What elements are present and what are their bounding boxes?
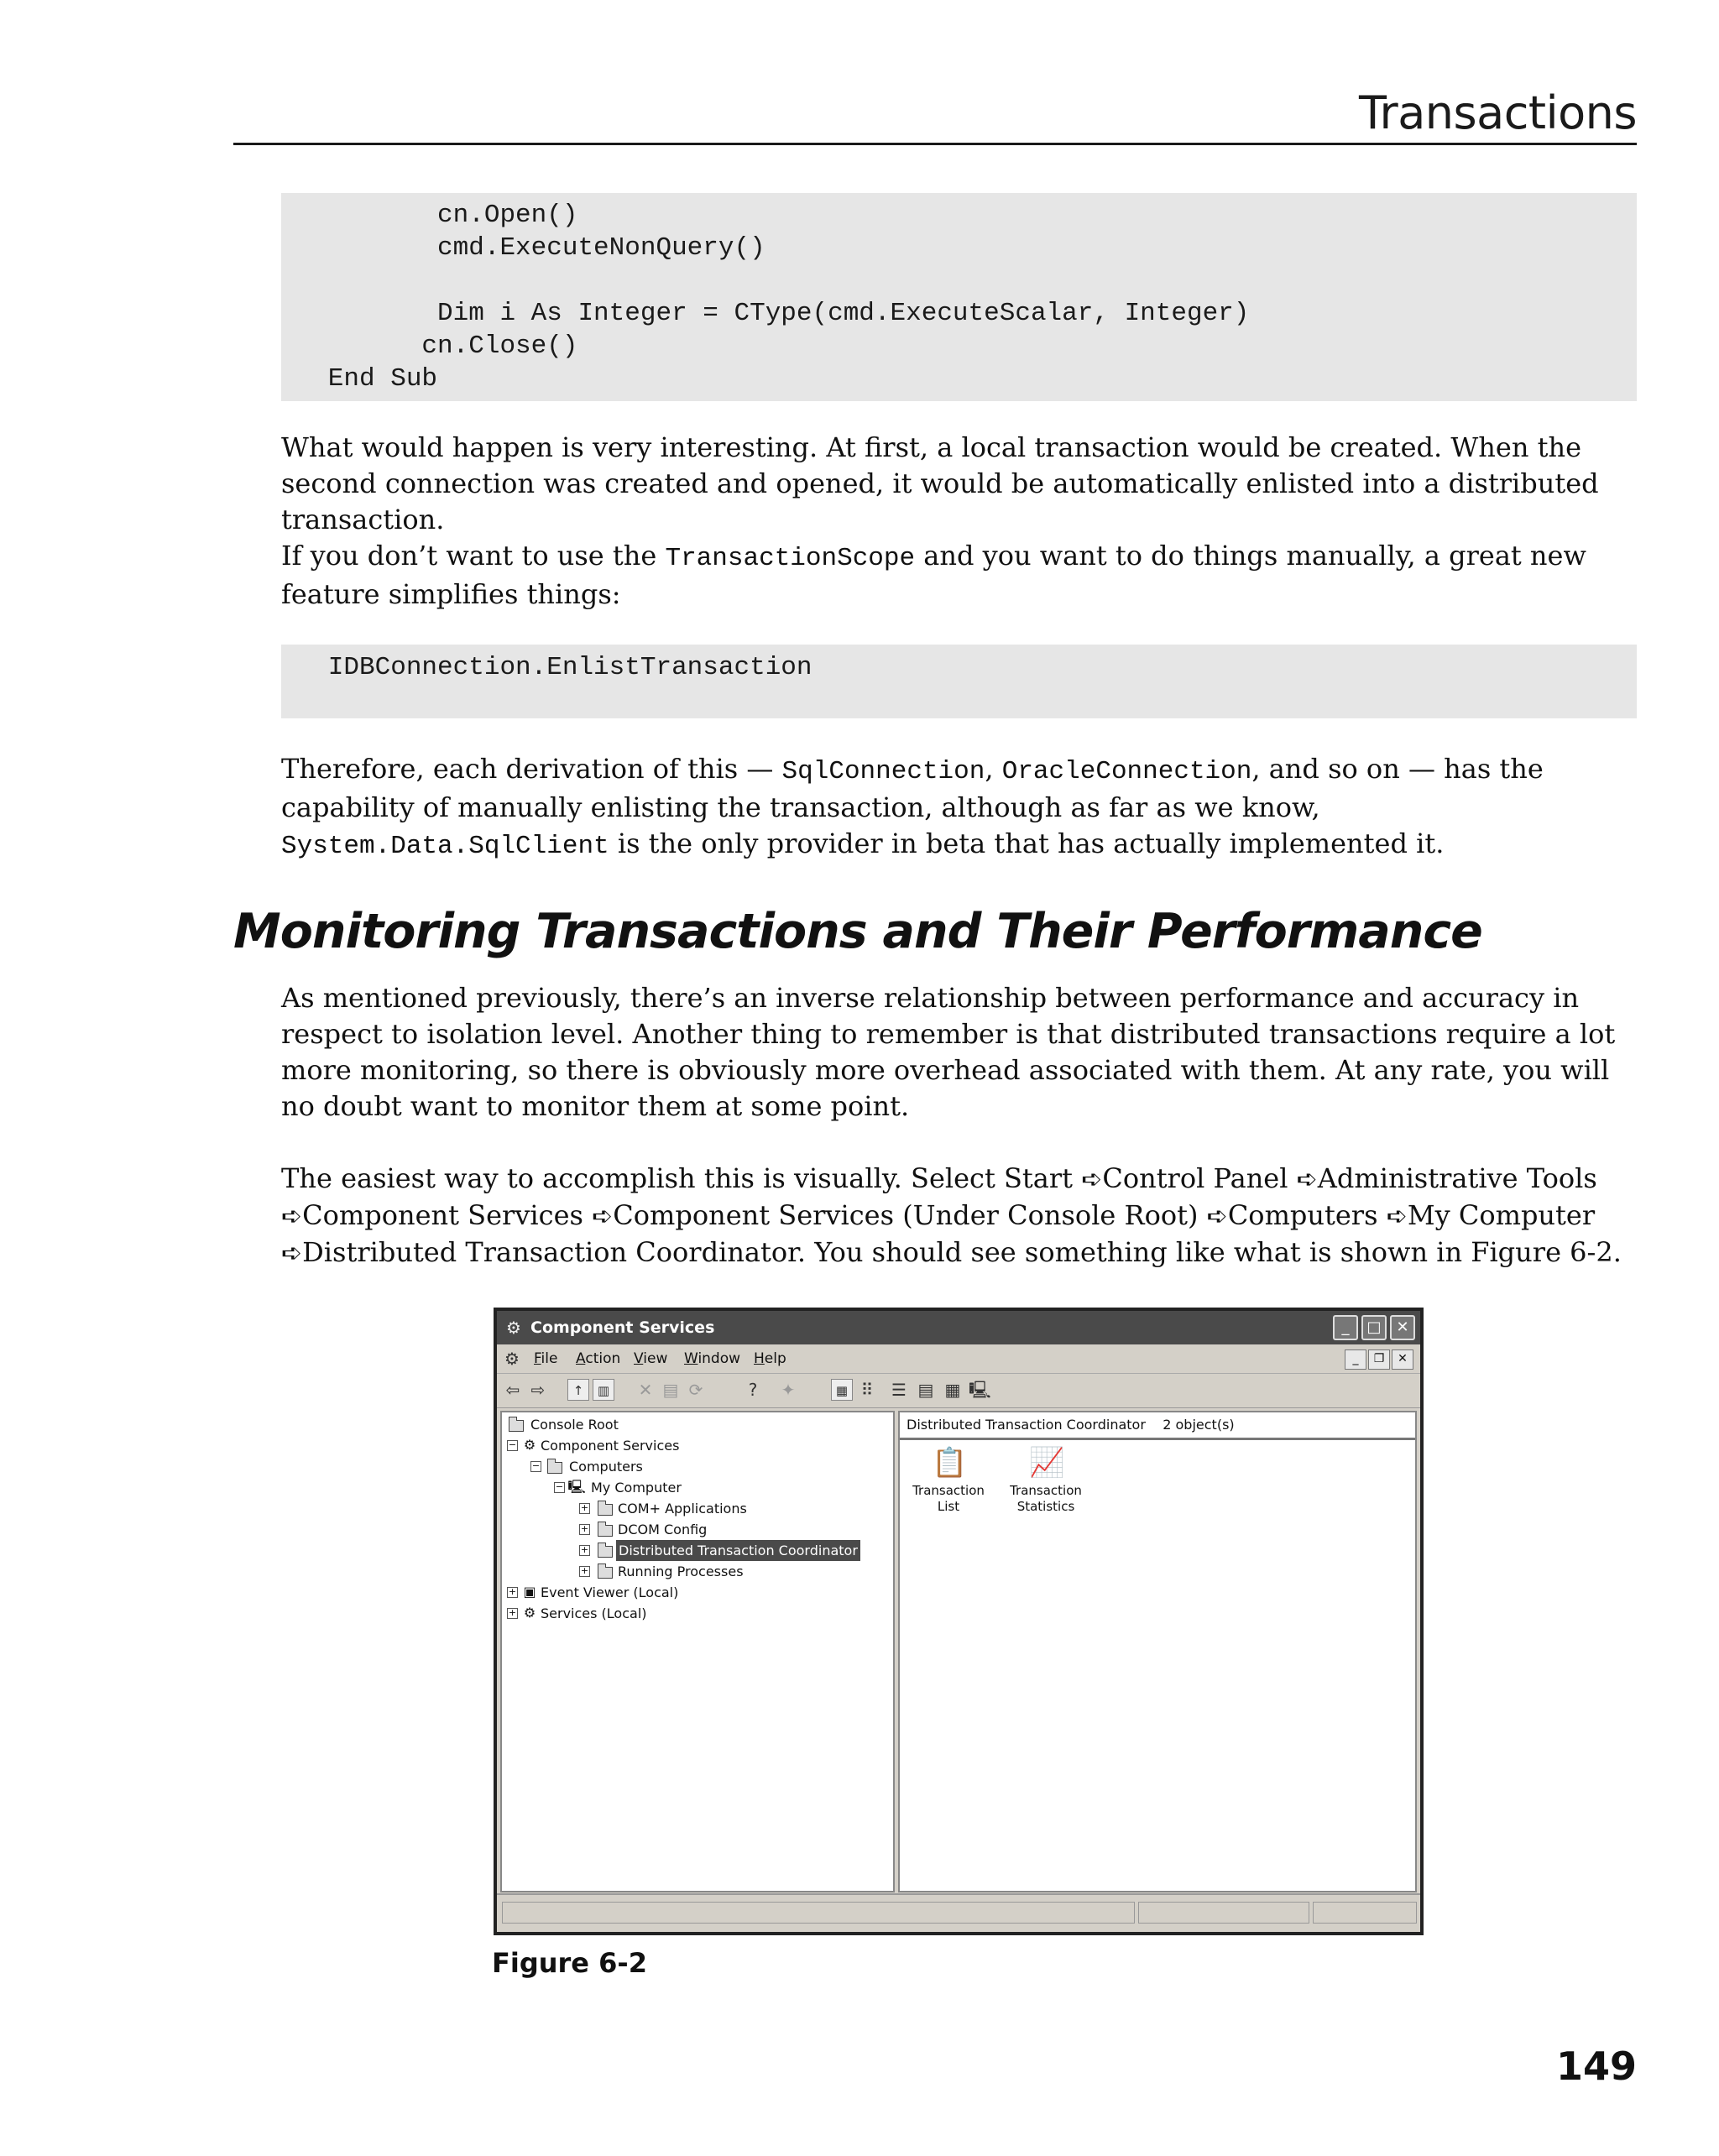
properties-icon[interactable]: ▤ <box>662 1380 679 1400</box>
minimize-button[interactable]: _ <box>1333 1315 1358 1340</box>
folder-icon <box>509 1420 524 1432</box>
tree-item-selected[interactable] <box>579 1540 881 1561</box>
event-viewer-icon: ▣ <box>523 1584 536 1600</box>
transaction-statistics-icon: 📈 <box>1029 1446 1065 1480</box>
item-label-line2: Statistics <box>1016 1499 1075 1514</box>
menu-file[interactable]: File <box>534 1350 558 1367</box>
tree-item[interactable] <box>530 1456 866 1477</box>
menu-arrow-icon: ➪ <box>281 1202 303 1231</box>
toolbar <box>497 1374 1420 1408</box>
section-heading: Monitoring Transactions and Their Performance <box>233 904 1482 959</box>
tree-item[interactable] <box>507 1435 876 1456</box>
mdi-controls <box>1345 1349 1413 1370</box>
code-line: cmd.ExecuteNonQuery() <box>281 233 765 263</box>
collapse-icon[interactable]: − <box>531 1460 541 1471</box>
mdi-close-button[interactable]: ✕ <box>1392 1349 1413 1370</box>
menu-arrow-icon: ➪ <box>1206 1202 1228 1231</box>
tree-item-label: COM+ Applications <box>618 1501 747 1517</box>
list-view-icon[interactable]: ☰ <box>891 1380 907 1400</box>
menu-path-step: Computers <box>1227 1199 1378 1231</box>
expand-icon[interactable]: + <box>580 1523 589 1534</box>
transaction-list-item[interactable] <box>907 1444 990 1515</box>
up-folder-icon[interactable]: ↑ <box>567 1379 589 1401</box>
menu-path-step: Distributed Transaction Coordinator <box>302 1236 797 1268</box>
menu-arrow-icon: ➪ <box>1296 1165 1318 1194</box>
paragraph-5-tail: . You should see something like what is shown in Figure 6-2. <box>797 1236 1622 1268</box>
tree-item[interactable] <box>554 1477 873 1498</box>
menu-path-step: My Computer <box>1407 1199 1596 1231</box>
tree-item-label: Computers <box>569 1459 643 1475</box>
expand-icon[interactable]: + <box>580 1502 589 1513</box>
inline-code: OracleConnection <box>1001 757 1252 786</box>
paragraph-3-text-a: Therefore, each derivation of this — <box>281 753 782 785</box>
menu-arrow-icon: ➪ <box>281 1239 303 1268</box>
code-line <box>281 264 1637 297</box>
collapse-icon[interactable]: − <box>555 1481 564 1492</box>
paragraph-2-text-b: and you want to do things manually, a great new feature simplifies things: <box>281 540 1586 610</box>
mdi-minimize-button[interactable]: _ <box>1345 1349 1366 1370</box>
small-icons-icon[interactable]: ⠿ <box>860 1380 874 1400</box>
computer-icon: 🖳 <box>567 1479 586 1495</box>
code-block-1 <box>281 193 1637 401</box>
menu-bar <box>497 1344 1420 1374</box>
tree-item-label: Distributed Transaction Coordinator <box>616 1540 860 1561</box>
menu-arrow-icon: ➪ <box>1386 1202 1408 1231</box>
menu-path-step: Component Services (Under Console Root) <box>613 1199 1199 1231</box>
code-line: IDBConnection.EnlistTransaction <box>281 653 812 682</box>
status-segment <box>502 1902 1135 1924</box>
tree-item-label: Services (Local) <box>541 1605 647 1621</box>
folder-icon <box>598 1504 613 1516</box>
menu-arrow-icon: ➪ <box>592 1202 614 1231</box>
component-services-window <box>494 1308 1424 1935</box>
code-line: cn.Close() <box>281 331 578 361</box>
menu-path-step: Control Panel <box>1102 1162 1288 1194</box>
tree-pane <box>500 1411 895 1892</box>
item-label-line1: Transaction <box>1010 1483 1082 1498</box>
paragraph-3 <box>281 751 1637 864</box>
maximize-button[interactable]: □ <box>1361 1315 1387 1340</box>
tree-item[interactable] <box>579 1519 881 1540</box>
status-bar <box>497 1893 1420 1932</box>
collapse-icon[interactable]: − <box>508 1439 517 1450</box>
paragraph-3-text-c: , and so on — has the capability of manually enlisting the transaction, although as far as we know, <box>281 753 1544 823</box>
back-icon[interactable]: ⇦ <box>505 1380 520 1400</box>
tree-item-label: Event Viewer (Local) <box>541 1584 679 1600</box>
code-line: cn.Open() <box>281 201 578 230</box>
tree-item-label: Running Processes <box>618 1563 744 1579</box>
details-pane <box>898 1411 1417 1892</box>
menu-view[interactable]: View <box>634 1350 668 1367</box>
folder-icon <box>547 1462 562 1474</box>
large-icons-icon[interactable]: ▦ <box>831 1379 853 1401</box>
help-icon[interactable]: ? <box>748 1380 758 1400</box>
transaction-list-icon: 📋 <box>932 1446 968 1480</box>
computer-icon[interactable]: 🖳 <box>969 1380 991 1400</box>
menu-arrow-icon: ➪ <box>1081 1165 1103 1194</box>
tree-item[interactable] <box>507 1414 876 1435</box>
expand-icon[interactable]: + <box>580 1565 589 1576</box>
inline-code: SqlConnection <box>781 757 985 786</box>
running-head: Transactions <box>233 84 1637 145</box>
paragraph-3-text-b: , <box>985 753 1002 785</box>
folder-icon <box>598 1546 613 1558</box>
new-icon[interactable]: ✦ <box>781 1380 796 1400</box>
paragraph-2-text-a: If you don’t want to use the <box>281 540 666 572</box>
paragraph-1: What would happen is very interesting. At first, a local transaction would be created. When the second connection was created and opened, it would be automatically enlisted into a distributed transaction. <box>281 431 1599 535</box>
paragraph-2 <box>281 538 1637 613</box>
menu-action[interactable]: Action <box>576 1350 621 1367</box>
refresh-icon[interactable]: ⟳ <box>688 1380 703 1400</box>
paragraph-3-text-d: is the only provider in beta that has actually implemented it. <box>609 827 1445 859</box>
tree-item[interactable] <box>507 1603 876 1624</box>
paragraph-4: As mentioned previously, there’s an inverse relationship between performance and accuracy in respect to isolation level. Another thing to remember is that distributed transactions require a lot more monitoring, so there is obviously more overhead associated with them. At any rate, you will no doubt want to monitor them at some point. <box>281 982 1616 1122</box>
expand-icon[interactable]: + <box>508 1586 517 1597</box>
tree-item-label: Component Services <box>541 1438 680 1454</box>
paragraph-5 <box>281 1161 1637 1271</box>
code-line: End Sub <box>281 364 438 394</box>
window-titlebar <box>497 1311 1420 1344</box>
services-icon: ⚙ <box>523 1605 536 1621</box>
menu-help[interactable]: Help <box>754 1350 786 1367</box>
tree-item-label: DCOM Config <box>618 1522 708 1537</box>
paragraph-5-lead: The easiest way to accomplish this is visually. Select <box>281 1162 1004 1194</box>
console-icon: ⚙ <box>504 1349 520 1369</box>
window-title: Component Services <box>530 1318 715 1337</box>
component-services-icon: ⚙ <box>506 1318 521 1338</box>
forward-icon[interactable]: ⇨ <box>530 1380 546 1400</box>
tree-item-label: Console Root <box>530 1417 619 1433</box>
menu-path-step: Start <box>1004 1162 1074 1194</box>
inline-code: TransactionScope <box>665 544 916 573</box>
menu-path-step: Component Services <box>302 1199 583 1231</box>
tree-item[interactable] <box>579 1561 881 1582</box>
close-button[interactable]: ✕ <box>1390 1315 1415 1340</box>
folder-icon <box>598 1567 613 1579</box>
menu-window[interactable]: Window <box>684 1350 741 1367</box>
show-hide-tree-icon[interactable]: ▥ <box>593 1379 614 1401</box>
status-segment <box>1138 1902 1309 1924</box>
gear-icon: ⚙ <box>523 1437 536 1453</box>
folder-icon <box>598 1525 613 1537</box>
figure-caption: Figure 6-2 <box>492 1947 647 1979</box>
tree-item[interactable] <box>507 1582 876 1603</box>
expand-icon[interactable]: + <box>580 1544 589 1555</box>
item-label-line1: Transaction <box>912 1483 985 1498</box>
inline-code: System.Data.SqlClient <box>281 832 609 861</box>
expand-icon[interactable]: + <box>508 1607 517 1618</box>
tree-item[interactable] <box>579 1498 881 1519</box>
delete-icon[interactable]: ✕ <box>638 1380 653 1400</box>
transaction-statistics-item[interactable] <box>1004 1444 1088 1515</box>
menu-path-step: Administrative Tools <box>1317 1162 1597 1194</box>
status-view-icon[interactable]: ▦ <box>944 1380 961 1400</box>
details-header: Distributed Transaction Coordinator 2 object(s) <box>900 1412 1415 1440</box>
page-number: 149 <box>1555 2044 1637 2089</box>
mdi-restore-button[interactable]: ❐ <box>1368 1349 1390 1370</box>
code-block-2 <box>281 645 1637 718</box>
tree-item-label: My Computer <box>591 1480 682 1496</box>
item-label-line2: List <box>937 1499 960 1514</box>
code-line: Dim i As Integer = CType(cmd.ExecuteScalar, Integer) <box>281 299 1250 328</box>
detail-view-icon[interactable]: ▤ <box>917 1380 934 1400</box>
status-segment <box>1313 1902 1417 1924</box>
